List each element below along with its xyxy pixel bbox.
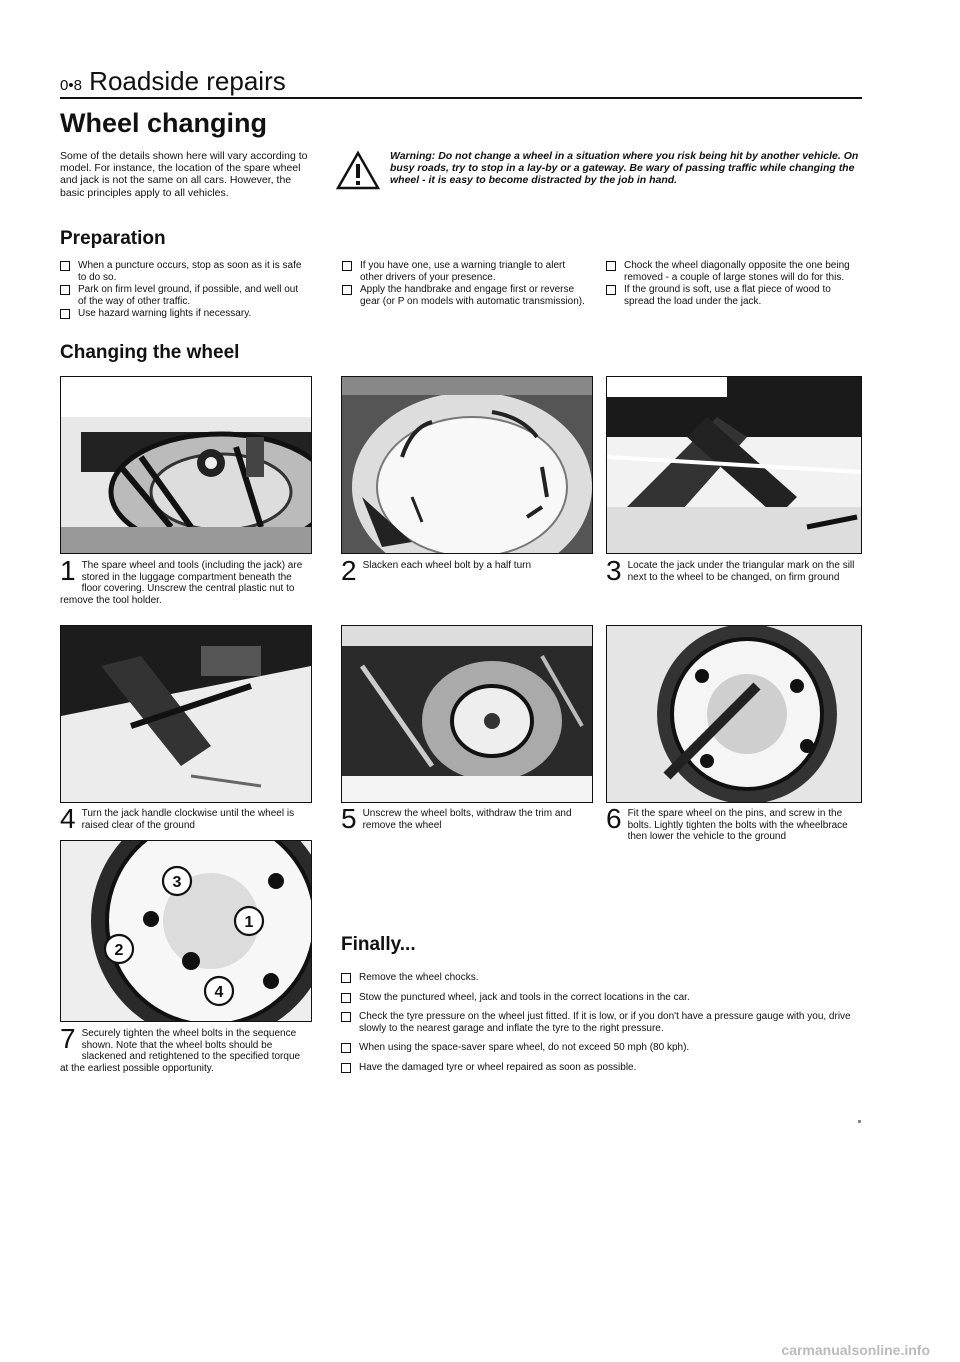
section-title: Roadside repairs [89,66,286,96]
photo-step-6 [606,625,862,803]
caption-step-7: 7 Securely tighten the wheel bolts in the sequence shown. Note that the wheel bolts should be slackened and retightened to the specified torque at the earliest possible opportunity. [60,1023,301,1074]
caption-step-5: 5 Unscrew the wheel bolts, withdraw the trim and remove the wheel [341,803,572,834]
photo-step-3 [606,376,862,554]
list-item: Have the damaged tyre or wheel repaired as soon as possible. [341,1062,861,1074]
finally-heading: Finally... [341,934,416,955]
finally-list [341,972,861,1082]
warning-triangle-icon [336,150,380,190]
list-item: When using the space-saver spare wheel, do not exceed 50 mph (80 kph). [341,1042,861,1054]
list-item: Park on firm level ground, if possible, and well out of the way of other traffic. [60,284,308,307]
footer-watermark: carmanualsonline.info [781,1342,930,1358]
svg-text:1: 1 [244,914,254,931]
checkbox-icon [342,261,352,271]
preparation-heading: Preparation [60,228,166,249]
checkbox-icon [341,973,351,983]
photo-step-1 [60,376,312,554]
svg-text:3: 3 [172,874,182,891]
page-mark [858,1120,861,1123]
step-number: 4 [60,803,76,834]
checkbox-icon [341,993,351,1003]
checkbox-icon [341,1043,351,1053]
checkbox-icon [341,1063,351,1073]
page-title: Wheel changing [60,108,268,138]
step-number: 1 [60,555,76,586]
list-item: Remove the wheel chocks. [341,972,861,984]
checkbox-icon [342,285,352,295]
list-item: If the ground is soft, use a flat piece of wood to spread the load under the jack. [606,284,854,307]
warning-text: Warning: Do not change a wheel in a situation where you risk being hit by another vehicle. On busy roads, try to stop in a lay-by or a gateway. Be wary of passing traffic while changing the wheel - it is easy to become distracted by the job in hand. [390,150,859,187]
photo-step-5 [341,625,593,803]
bolt-sequence-label-1 [235,907,263,935]
checkbox-icon [60,309,70,319]
caption-step-4: 4 Turn the jack handle clockwise until the wheel is raised clear of the ground [60,803,295,834]
step-number: 3 [606,555,622,586]
list-item: Apply the handbrake and engage first or reverse gear (or P on models with automatic transmission). [342,284,590,307]
photo-step-7 [60,840,312,1022]
preparation-col-3 [606,260,854,308]
checkbox-icon [606,261,616,271]
checkbox-icon [341,1012,351,1022]
changing-heading: Changing the wheel [60,342,240,363]
list-item: If you have one, use a warning triangle to alert other drivers of your presence. [342,260,590,283]
checkbox-icon [60,285,70,295]
photo-step-2 [341,376,593,554]
bolt-sequence-label-3 [163,867,191,895]
checkbox-icon [606,285,616,295]
page-number: 0•8 [60,77,82,94]
preparation-col-1 [60,260,308,321]
list-item: Chock the wheel diagonally opposite the one being removed - a couple of large stones will do for this. [606,260,854,283]
bolt-sequence-label-4 [205,977,233,1005]
list-item: Stow the punctured wheel, jack and tools in the correct locations in the car. [341,992,861,1004]
caption-step-1: 1 The spare wheel and tools (including the jack) are stored in the luggage compartment beneath the floor covering. Unscrew the central plastic nut to remove the tool holder. [60,555,303,606]
page-header [60,66,286,97]
list-item: Use hazard warning lights if necessary. [60,308,308,320]
checkbox-icon [60,261,70,271]
step-number: 7 [60,1023,76,1054]
svg-text:4: 4 [214,984,224,1001]
step-number: 5 [341,803,357,834]
caption-step-6: 6 Fit the spare wheel on the pins, and screw in the bolts. Lightly tighten the bolts with the wheelbrace then lower the vehicle to the ground [606,803,848,843]
step-number: 2 [341,555,357,586]
bolt-sequence-label-2 [105,935,133,963]
preparation-col-2 [342,260,590,308]
photo-step-4 [60,625,312,803]
list-item: Check the tyre pressure on the wheel just fitted. If it is low, or if you don't have a pressure gauge with you, drive slowly to the nearest garage and inflate the tyre to the right pressure. [341,1011,861,1034]
caption-step-2: 2 Slacken each wheel bolt by a half turn [341,555,532,586]
svg-text:2: 2 [114,942,124,959]
list-item: When a puncture occurs, stop as soon as it is safe to do so. [60,260,308,283]
step-number: 6 [606,803,622,834]
header-rule [60,97,862,99]
caption-step-3: 3 Locate the jack under the triangular mark on the sill next to the wheel to be changed, on firm ground [606,555,855,586]
intro-paragraph: Some of the details shown here will vary according to model. For instance, the location of the spare wheel and jack is not the same on all cars. However, the basic principles apply to all vehicles. [60,150,308,199]
